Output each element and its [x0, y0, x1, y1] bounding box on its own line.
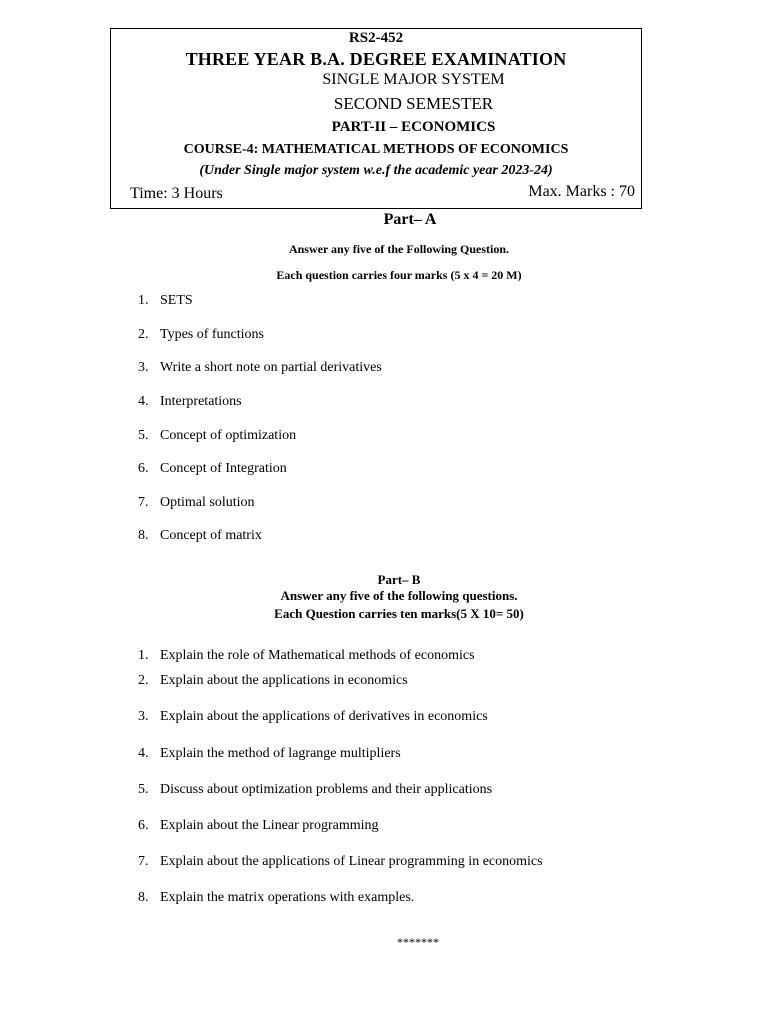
- part-a-question: [138, 293, 193, 309]
- question-number: 5.: [138, 428, 149, 443]
- question-number: 1.: [138, 293, 149, 308]
- question-number: 7.: [138, 854, 149, 869]
- question-text: Discuss about optimization problems and their applications: [160, 782, 493, 797]
- question-text: Explain the role of Mathematical methods of economics: [160, 648, 475, 663]
- question-text: SETS: [160, 293, 193, 308]
- paper-code: RS2-452: [348, 30, 404, 46]
- part-b-question: [138, 890, 414, 906]
- scheme-note: (Under Single major system w.e.f the academic year 2023-24): [199, 163, 553, 178]
- part-subject-title: PART-II – ECONOMICS: [331, 119, 496, 135]
- part-b-instruction-1: Answer any five of the following questions.: [280, 588, 518, 603]
- part-b-question: [138, 746, 401, 762]
- question-number: 7.: [138, 495, 149, 510]
- question-text: Explain about the applications of derivatives in economics: [160, 709, 488, 724]
- question-number: 4.: [138, 394, 149, 409]
- part-b-question: [138, 709, 488, 725]
- part-b-question: [138, 854, 543, 870]
- question-text: Explain about the applications in economics: [160, 673, 408, 688]
- question-number: 1.: [138, 648, 149, 663]
- question-number: 8.: [138, 528, 149, 543]
- question-text: Explain about the Linear programming: [160, 818, 379, 833]
- part-b-question: [138, 782, 492, 798]
- part-a-question: [138, 495, 255, 511]
- question-text: Concept of Integration: [160, 461, 287, 476]
- part-a-question: [138, 461, 287, 477]
- part-b-instruction-2: Each Question carries ten marks(5 X 10= 50): [274, 606, 524, 621]
- question-number: 6.: [138, 461, 149, 476]
- course-title: COURSE-4: MATHEMATICAL METHODS OF ECONOMICS: [183, 142, 569, 157]
- question-text: Concept of optimization: [160, 428, 297, 443]
- question-number: 5.: [138, 782, 149, 797]
- time-label: Time: 3 Hours: [130, 185, 223, 202]
- exam-title: THREE YEAR B.A. DEGREE EXAMINATION: [185, 49, 567, 69]
- question-number: 4.: [138, 746, 149, 761]
- part-a-instruction-2: Each question carries four marks (5 x 4 = 20 M): [276, 268, 522, 282]
- part-a-question: [138, 360, 382, 376]
- part-a-question: [138, 327, 264, 343]
- part-a-question: [138, 428, 296, 444]
- question-number: 2.: [138, 673, 149, 688]
- question-text: Types of functions: [160, 327, 265, 342]
- question-number: 6.: [138, 818, 149, 833]
- question-text: Explain the method of lagrange multipliers: [160, 746, 401, 761]
- end-of-paper-mark: *******: [397, 935, 439, 949]
- part-a-instruction-1: Answer any five of the Following Question.: [288, 242, 510, 256]
- part-a-question: [138, 528, 262, 544]
- question-text: Write a short note on partial derivatives: [160, 360, 382, 375]
- part-a-question: [138, 394, 242, 410]
- part-b-question: [138, 818, 379, 834]
- question-number: 3.: [138, 360, 149, 375]
- semester-label: SECOND SEMESTER: [333, 94, 494, 113]
- question-text: Explain about the applications of Linear programming in economics: [160, 854, 543, 869]
- question-text: Optimal solution: [160, 495, 255, 510]
- question-text: Explain the matrix operations with examples.: [160, 890, 415, 905]
- max-marks-label: Max. Marks : 70: [528, 183, 635, 200]
- part-a-heading: Part– A: [383, 211, 437, 228]
- question-number: 3.: [138, 709, 149, 724]
- question-number: 2.: [138, 327, 149, 342]
- question-number: 8.: [138, 890, 149, 905]
- part-b-question: [138, 673, 408, 689]
- question-text: Concept of matrix: [160, 528, 262, 543]
- part-b-question: [138, 648, 475, 664]
- question-text: Interpretations: [160, 394, 242, 409]
- exam-header-box: [110, 28, 642, 209]
- system-label: SINGLE MAJOR SYSTEM: [322, 71, 505, 88]
- part-b-heading: Part– B: [377, 572, 421, 587]
